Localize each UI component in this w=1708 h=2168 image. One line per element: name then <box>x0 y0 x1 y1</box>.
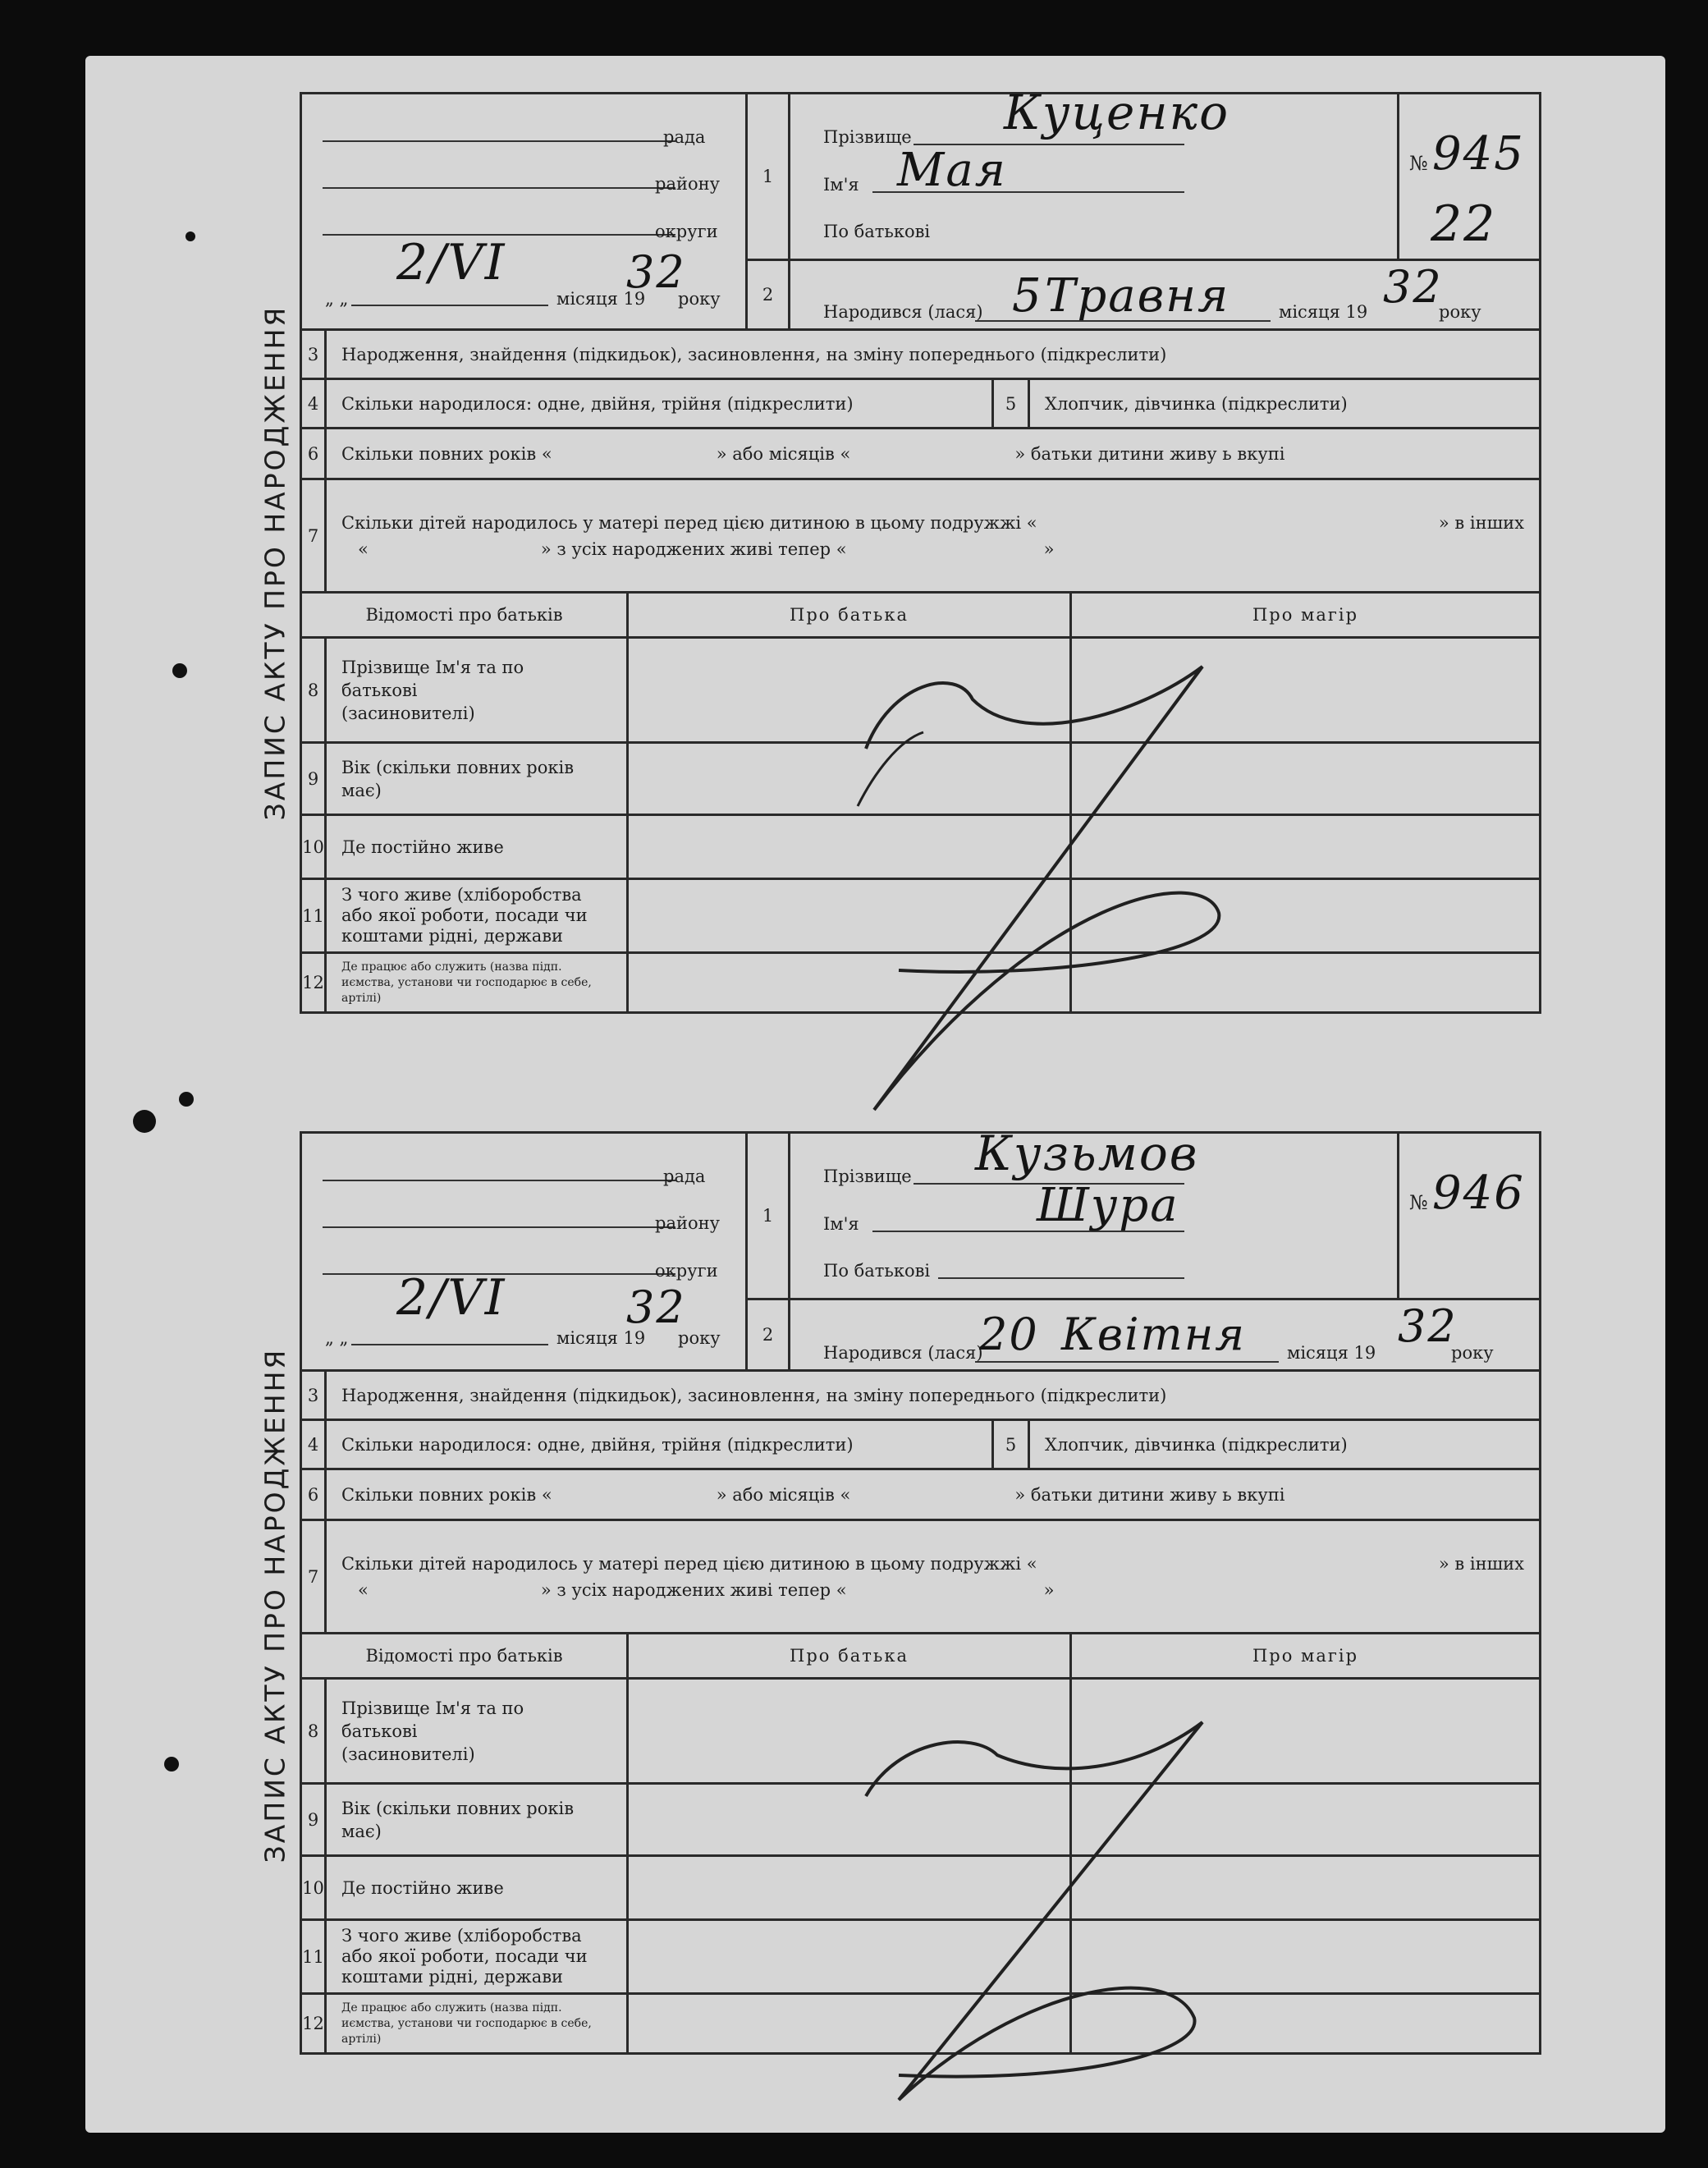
quote-close: » <box>1043 1579 1055 1600</box>
parent-name-label: Прізвище Ім'я та по батькові (засиновителі) <box>327 1680 629 1782</box>
born-label: Народився (лася) <box>823 1343 983 1363</box>
patronymic-label: По батькові <box>823 222 931 241</box>
row-8-number: 8 <box>302 1680 327 1782</box>
quote-close: » <box>1043 539 1055 559</box>
okruha-label: округи <box>655 222 718 241</box>
marriage-living-label: » батьки дитини живу ь вкупі <box>1014 443 1285 464</box>
row-4-number: 4 <box>302 380 327 427</box>
registration-year: 32 <box>626 246 686 298</box>
born-year: 32 <box>1383 261 1443 313</box>
cancellation-stroke <box>628 1689 1531 2149</box>
row-6-number: 6 <box>302 1470 327 1519</box>
marriage-months-label: » або місяців « <box>716 443 851 464</box>
patronymic-label: По батькові <box>823 1261 931 1281</box>
birth-type-text: Народження, знайдення (підкидьок), засиновлення, на зміну попереднього (підкреслити) <box>327 331 1541 378</box>
number-prefix: № <box>1409 152 1428 175</box>
row-3-number: 3 <box>302 1372 327 1419</box>
row-12-number: 12 <box>302 1995 327 2052</box>
marriage-years-label: Скільки повних років « <box>341 1484 552 1505</box>
born-month-label: місяця 19 <box>1287 1343 1376 1363</box>
marriage-years-label: Скільки повних років « <box>341 443 552 464</box>
born-label: Народився (лася) <box>823 302 983 322</box>
multiplicity-text: Скільки народилося: одне, двійня, трійня (підкреслити) <box>327 380 994 427</box>
born-month-label: місяця 19 <box>1279 302 1368 322</box>
children-other-label: » в інших <box>1438 1553 1524 1574</box>
side-mark: 22 <box>1431 195 1497 253</box>
parent-name-label: Прізвище Ім'я та по батькові (засиновителі) <box>327 639 629 741</box>
punch-hole <box>185 231 195 241</box>
children-alive-label: » з усіх народжених живі тепер « <box>540 539 847 559</box>
parent-age-label: Вік (скільки повних років має) <box>327 744 629 814</box>
surname-value: Куценко <box>1004 85 1230 140</box>
born-month: Травня <box>1045 269 1230 323</box>
rada-label: рада <box>663 127 706 147</box>
mother-header: Про магір <box>1072 594 1541 636</box>
father-header: Про батька <box>629 594 1072 636</box>
born-day: 20 <box>979 1309 1039 1360</box>
okruha-label: округи <box>655 1261 718 1281</box>
parent-workplace-label: Де працює або служить (назва підп. иємства, установи чи господарює в себе, артілі) <box>327 954 629 1011</box>
registration-year: 32 <box>626 1281 686 1333</box>
quote-open: « <box>358 539 369 559</box>
surname-value: Кузьмов <box>975 1125 1199 1181</box>
row-7-number: 7 <box>302 480 327 591</box>
born-year-label: року <box>1439 302 1481 322</box>
mother-header: Про магір <box>1072 1634 1541 1677</box>
parent-livelihood-label: З чого живе (хліборобства або якої роботи, посади чи коштами рідні, держави <box>327 880 629 951</box>
row-8-number: 8 <box>302 639 327 741</box>
row-3-number: 3 <box>302 331 327 378</box>
row-9-number: 9 <box>302 744 327 814</box>
row-1-number: 1 <box>748 1134 788 1300</box>
form-title: ЗАПИС АКТУ ПРО НАРОДЖЕННЯ <box>259 1347 291 1863</box>
parent-residence-label: Де постійно живе <box>327 1857 629 1918</box>
parent-livelihood-label: З чого живе (хліборобства або якої роботи, посади чи коштами рідні, держави <box>327 1921 629 1992</box>
punch-hole <box>133 1110 156 1133</box>
quote-open: « <box>358 1579 369 1600</box>
sex-text: Хлопчик, дівчинка (підкреслити) <box>1030 380 1541 427</box>
children-other-label: » в інших <box>1438 512 1524 533</box>
rada-label: рада <box>663 1167 706 1186</box>
row-6-number: 6 <box>302 429 327 478</box>
born-day: 5 <box>1012 269 1043 323</box>
name-label: Ім'я <box>823 1214 859 1234</box>
parent-age-label: Вік (скільки повних років має) <box>327 1785 629 1854</box>
row-10-number: 10 <box>302 816 327 878</box>
marriage-months-label: » або місяців « <box>716 1484 851 1505</box>
row-11-number: 11 <box>302 880 327 951</box>
born-month: Квітня <box>1061 1309 1247 1360</box>
parent-residence-label: Де постійно живе <box>327 816 629 878</box>
punch-hole <box>179 1092 194 1107</box>
raion-label: району <box>655 1213 720 1233</box>
father-header: Про батька <box>629 1634 1072 1677</box>
row-5-number: 5 <box>994 1421 1030 1468</box>
row-7-number: 7 <box>302 1521 327 1632</box>
row-2-number: 2 <box>762 285 774 305</box>
number-prefix: № <box>1409 1191 1428 1214</box>
registry-block: рада району округи „ „ 2/VI місяця 19 32 року <box>302 1134 748 1369</box>
surname-label: Прізвище <box>823 127 912 147</box>
registry-block: рада району округи „ „ 2/VI місяця 19 32 року <box>302 94 748 328</box>
parents-info-header: Відомості про батьків <box>302 594 629 636</box>
roku-label: року <box>678 1328 721 1348</box>
children-before-label: Скільки дітей народилось у матері перед цією дитиною в цьому подружжі « <box>341 1553 1037 1574</box>
name-value: Шура <box>1037 1179 1179 1232</box>
row-11-number: 11 <box>302 1921 327 1992</box>
record-number-box <box>1397 1134 1539 1298</box>
row-12-number: 12 <box>302 954 327 1011</box>
birth-type-text: Народження, знайдення (підкидьок), засиновлення, на зміну попереднього (підкреслити) <box>327 1372 1541 1419</box>
cancellation-stroke <box>628 650 1531 1143</box>
row-5-number: 5 <box>994 380 1030 427</box>
children-before-label: Скільки дітей народилось у матері перед цією дитиною в цьому подружжі « <box>341 512 1037 533</box>
parent-workplace-label: Де працює або служить (назва підп. иємства, установи чи господарює в себе, артілі) <box>327 1995 629 2052</box>
surname-label: Прізвище <box>823 1167 912 1186</box>
multiplicity-text: Скільки народилося: одне, двійня, трійня (підкреслити) <box>327 1421 994 1468</box>
record-number: 945 <box>1432 127 1525 181</box>
sex-text: Хлопчик, дівчинка (підкреслити) <box>1030 1421 1541 1468</box>
children-alive-label: » з усіх народжених живі тепер « <box>540 1579 847 1600</box>
misiatsia-label: місяця 19 <box>556 1328 646 1348</box>
raion-label: району <box>655 174 720 194</box>
row-9-number: 9 <box>302 1785 327 1854</box>
misiatsia-label: місяця 19 <box>556 289 646 309</box>
registration-day: 2/VI <box>396 1269 506 1327</box>
roku-label: року <box>678 289 721 309</box>
born-year-label: року <box>1451 1343 1494 1363</box>
parents-info-header: Відомості про батьків <box>302 1634 629 1677</box>
name-label: Ім'я <box>823 175 859 195</box>
form-2-spine <box>250 1133 300 2077</box>
form-1-spine <box>250 94 300 1030</box>
registration-day: 2/VI <box>396 234 506 291</box>
row-2-number: 2 <box>762 1325 774 1345</box>
record-number: 946 <box>1432 1167 1525 1220</box>
name-value: Мая <box>897 144 1007 197</box>
born-year: 32 <box>1398 1300 1458 1352</box>
row-1-number: 1 <box>748 94 788 261</box>
row-10-number: 10 <box>302 1857 327 1918</box>
punch-hole <box>172 663 187 678</box>
marriage-living-label: » батьки дитини живу ь вкупі <box>1014 1484 1285 1505</box>
form-title: ЗАПИС АКТУ ПРО НАРОДЖЕННЯ <box>259 305 291 820</box>
row-4-number: 4 <box>302 1421 327 1468</box>
punch-hole <box>164 1757 179 1772</box>
